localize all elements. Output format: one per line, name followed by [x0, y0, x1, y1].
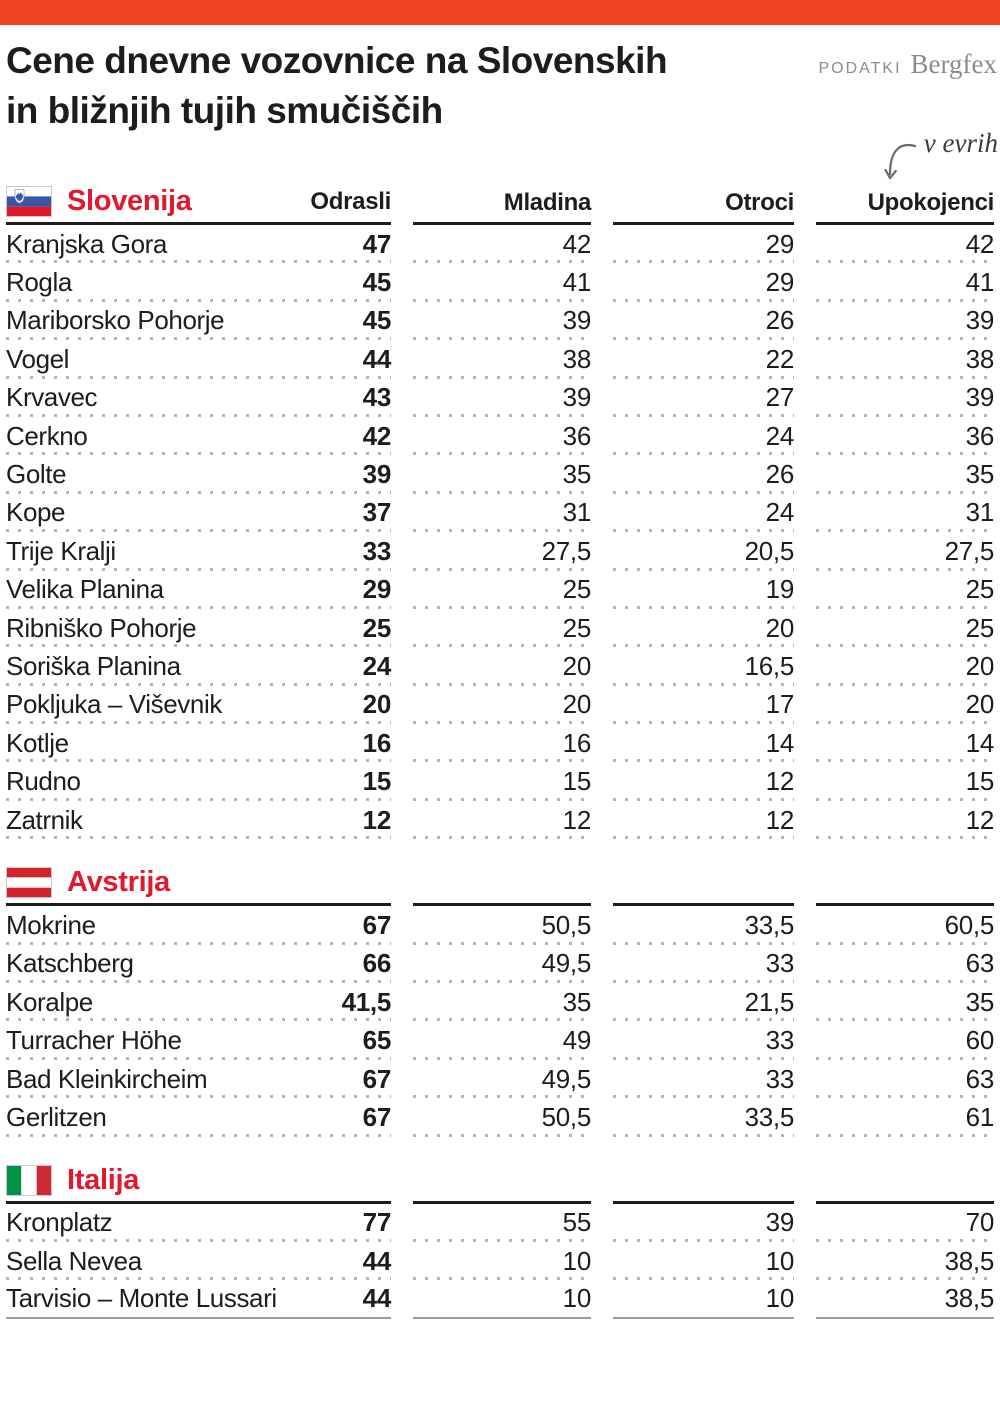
price-cell: [613, 686, 794, 724]
source-label: PODATKI: [818, 60, 902, 77]
price-mladina: 49,5: [541, 1063, 591, 1094]
resort-name: Turracher Höhe: [6, 1025, 182, 1056]
resort-cell: [6, 647, 391, 685]
resort-cell: [6, 263, 391, 301]
price-mladina: 36: [562, 420, 591, 451]
price-upokojenci: 14: [965, 727, 994, 758]
price-odrasli: 41,5: [341, 986, 391, 1017]
price-mladina: 42: [562, 228, 591, 259]
table-row: [6, 609, 994, 647]
price-otroci: 27: [765, 382, 794, 413]
price-cell: [613, 1098, 794, 1136]
resort-cell: [6, 302, 391, 340]
price-cell: [816, 686, 994, 724]
resort-name: Ribniško Pohorje: [6, 612, 197, 643]
price-mladina: 38: [562, 343, 591, 374]
resort-name: Mokrine: [6, 909, 96, 940]
price-cell: [413, 647, 591, 685]
price-mladina: 39: [562, 382, 591, 413]
price-cell: [613, 1242, 794, 1280]
column-header-cell: [413, 866, 591, 906]
price-cell: [613, 455, 794, 493]
price-cell: [816, 263, 994, 301]
price-cell: [816, 1242, 994, 1280]
price-upokojenci: 38,5: [944, 1283, 994, 1314]
column-header-cell: [816, 866, 994, 906]
resort-cell: [6, 762, 391, 800]
price-cell: [413, 340, 591, 378]
section-title-cell: [6, 1164, 391, 1204]
price-cell: [413, 1060, 591, 1098]
price-upokojenci: 61: [965, 1101, 994, 1132]
price-upokojenci: 38,5: [944, 1245, 994, 1276]
price-cell: [816, 724, 994, 762]
price-upokojenci: 27,5: [944, 535, 994, 566]
price-mladina: 25: [562, 574, 591, 605]
resort-cell: [6, 983, 391, 1021]
price-cell: [816, 455, 994, 493]
price-mladina: 49: [562, 1025, 591, 1056]
resort-name: Kope: [6, 497, 66, 528]
price-otroci: 12: [765, 804, 794, 835]
column-header-cell: [413, 185, 591, 225]
price-odrasli: 44: [362, 1283, 391, 1314]
price-cell: [816, 983, 994, 1021]
column-header-cell: [413, 1164, 591, 1204]
price-cell: [816, 532, 994, 570]
price-mladina: 12: [562, 804, 591, 835]
resort-cell: [6, 801, 391, 839]
price-otroci: 19: [765, 574, 794, 605]
price-cell: [613, 494, 794, 532]
price-upokojenci: 20: [965, 689, 994, 720]
price-cell: [413, 1280, 591, 1318]
resort-cell: [6, 455, 391, 493]
price-cell: [613, 225, 794, 263]
italy-flag-icon: [6, 1165, 52, 1196]
price-upokojenci: 63: [965, 948, 994, 979]
price-cell: [413, 532, 591, 570]
price-mladina: 50,5: [541, 1101, 591, 1132]
price-cell: [816, 609, 994, 647]
price-odrasli: 15: [362, 766, 391, 797]
data-source: [818, 49, 997, 80]
price-otroci: 33,5: [744, 1101, 794, 1132]
price-cell: [816, 302, 994, 340]
price-otroci: 10: [765, 1283, 794, 1314]
price-cell: [613, 417, 794, 455]
price-cell: [613, 647, 794, 685]
price-otroci: 33: [765, 948, 794, 979]
price-upokojenci: 36: [965, 420, 994, 451]
price-mladina: 16: [562, 727, 591, 758]
price-cell: [413, 983, 591, 1021]
price-mladina: 49,5: [541, 948, 591, 979]
unit-note-text: v evrih: [923, 128, 998, 158]
price-otroci: 14: [765, 727, 794, 758]
resort-name: Mariborsko Pohorje: [6, 305, 225, 336]
price-cell: [413, 945, 591, 983]
column-header-odrasli: Odrasli: [310, 187, 391, 215]
price-odrasli: 45: [362, 305, 391, 336]
table-row: [6, 906, 994, 944]
price-odrasli: 44: [362, 343, 391, 374]
price-cell: [413, 225, 591, 263]
price-otroci: 17: [765, 689, 794, 720]
price-cell: [613, 340, 794, 378]
resort-cell: [6, 686, 391, 724]
resort-name: Kronplatz: [6, 1207, 113, 1238]
price-cell: [816, 379, 994, 417]
price-cell: [613, 1021, 794, 1059]
price-cell: [413, 724, 591, 762]
price-otroci: 21,5: [744, 986, 794, 1017]
price-odrasli: 33: [362, 535, 391, 566]
price-cell: [816, 906, 994, 944]
table-row: [6, 801, 994, 839]
resort-name: Cerkno: [6, 420, 88, 451]
resort-cell: [6, 532, 391, 570]
table-row: [6, 417, 994, 455]
price-cell: [413, 686, 591, 724]
price-otroci: 20,5: [744, 535, 794, 566]
austria-flag-icon: [6, 867, 52, 898]
price-cell: [613, 302, 794, 340]
price-upokojenci: 25: [965, 612, 994, 643]
price-odrasli: 37: [362, 497, 391, 528]
price-mladina: 50,5: [541, 909, 591, 940]
price-upokojenci: 60,5: [944, 909, 994, 940]
top-accent-bar: [0, 0, 1000, 25]
section-title-cell: [6, 185, 391, 225]
resort-name: Soriška Planina: [6, 650, 181, 681]
price-odrasli: 77: [362, 1207, 391, 1238]
price-cell: [613, 1204, 794, 1242]
title-line-2: in bližnjih tujih smučiščih: [6, 90, 443, 131]
price-mladina: 25: [562, 612, 591, 643]
table-row: [6, 1280, 994, 1318]
price-upokojenci: 42: [965, 228, 994, 259]
price-cell: [816, 1280, 994, 1318]
column-header-otroci: Otroci: [725, 189, 794, 216]
price-cell: [816, 571, 994, 609]
price-cell: [413, 1098, 591, 1136]
price-upokojenci: 38: [965, 343, 994, 374]
price-odrasli: 24: [362, 650, 391, 681]
column-header-upokojenci: Upokojenci: [867, 189, 994, 216]
price-odrasli: 29: [362, 574, 391, 605]
infographic-header: [0, 25, 1000, 185]
resort-cell: [6, 906, 391, 944]
resort-name: Golte: [6, 459, 67, 490]
price-cell: [816, 647, 994, 685]
price-cell: [613, 532, 794, 570]
price-upokojenci: 39: [965, 382, 994, 413]
price-otroci: 33: [765, 1025, 794, 1056]
country-name: Avstrija: [67, 866, 170, 899]
price-cell: [613, 609, 794, 647]
table-row: [6, 647, 994, 685]
table-row: [6, 762, 994, 800]
price-otroci: 16,5: [744, 650, 794, 681]
table-row: [6, 571, 994, 609]
price-upokojenci: 35: [965, 459, 994, 490]
unit-note: [883, 128, 998, 188]
price-odrasli: 47: [362, 228, 391, 259]
resort-name: Krvavec: [6, 382, 98, 413]
resort-name: Bad Kleinkircheim: [6, 1063, 208, 1094]
price-otroci: 39: [765, 1207, 794, 1238]
section-header-row: [6, 866, 994, 906]
resort-cell: [6, 1204, 391, 1242]
price-cell: [613, 762, 794, 800]
resort-cell: [6, 494, 391, 532]
table-row: [6, 1060, 994, 1098]
country-section-avstrija: [6, 866, 994, 1136]
resort-name: Koralpe: [6, 986, 93, 1017]
resort-cell: [6, 379, 391, 417]
price-cell: [413, 609, 591, 647]
resort-name: Kranjska Gora: [6, 228, 167, 259]
price-cell: [613, 983, 794, 1021]
price-odrasli: 42: [362, 420, 391, 451]
price-odrasli: 44: [362, 1245, 391, 1276]
price-upokojenci: 63: [965, 1063, 994, 1094]
table-row: [6, 1098, 994, 1136]
resort-cell: [6, 1242, 391, 1280]
price-cell: [816, 945, 994, 983]
price-otroci: 20: [765, 612, 794, 643]
price-otroci: 29: [765, 267, 794, 298]
resort-cell: [6, 724, 391, 762]
table-row: [6, 1021, 994, 1059]
resort-name: Kotlje: [6, 727, 69, 758]
country-section-slovenija: [6, 185, 994, 839]
price-cell: [816, 1060, 994, 1098]
price-mladina: 15: [562, 766, 591, 797]
price-odrasli: 43: [362, 382, 391, 413]
resort-cell: [6, 1060, 391, 1098]
price-cell: [413, 1204, 591, 1242]
price-otroci: 10: [765, 1245, 794, 1276]
resort-name: Sella Nevea: [6, 1245, 142, 1276]
price-upokojenci: 12: [965, 804, 994, 835]
price-upokojenci: 60: [965, 1025, 994, 1056]
table-row: [6, 455, 994, 493]
price-mladina: 31: [562, 497, 591, 528]
price-cell: [413, 417, 591, 455]
price-odrasli: 66: [362, 948, 391, 979]
price-cell: [816, 340, 994, 378]
price-mladina: 20: [562, 650, 591, 681]
price-otroci: 29: [765, 228, 794, 259]
price-odrasli: 67: [362, 1063, 391, 1094]
country-name: Slovenija: [67, 185, 192, 217]
resort-cell: [6, 417, 391, 455]
price-odrasli: 25: [362, 612, 391, 643]
price-cell: [816, 762, 994, 800]
table-row: [6, 340, 994, 378]
price-cell: [613, 263, 794, 301]
price-odrasli: 16: [362, 727, 391, 758]
price-mladina: 39: [562, 305, 591, 336]
country-name: Italija: [67, 1163, 140, 1196]
column-header-cell: [613, 1164, 794, 1204]
price-upokojenci: 35: [965, 986, 994, 1017]
price-odrasli: 65: [362, 1025, 391, 1056]
price-cell: [816, 225, 994, 263]
section-title-cell: [6, 866, 391, 906]
resort-name: Trije Kralji: [6, 535, 116, 566]
price-upokojenci: 15: [965, 766, 994, 797]
price-cell: [613, 945, 794, 983]
price-otroci: 33,5: [744, 909, 794, 940]
price-cell: [816, 1021, 994, 1059]
country-section-italija: [6, 1164, 994, 1319]
price-upokojenci: 41: [965, 267, 994, 298]
table-row: [6, 225, 994, 263]
price-cell: [413, 379, 591, 417]
price-cell: [816, 801, 994, 839]
price-otroci: 26: [765, 305, 794, 336]
price-cell: [413, 906, 591, 944]
table-row: [6, 263, 994, 301]
source-name: Bergfex: [910, 49, 997, 79]
price-otroci: 24: [765, 420, 794, 451]
price-cell: [613, 724, 794, 762]
resort-name: Vogel: [6, 343, 70, 374]
resort-name: Rogla: [6, 267, 72, 298]
price-mladina: 35: [562, 459, 591, 490]
price-otroci: 12: [765, 766, 794, 797]
column-header-cell: [613, 185, 794, 225]
price-odrasli: 67: [362, 1101, 391, 1132]
price-table: [6, 185, 994, 1319]
column-header-cell: [613, 866, 794, 906]
price-cell: [613, 1060, 794, 1098]
resort-name: Velika Planina: [6, 574, 164, 605]
table-row: [6, 1204, 994, 1242]
table-row: [6, 302, 994, 340]
price-mladina: 27,5: [541, 535, 591, 566]
price-otroci: 33: [765, 1063, 794, 1094]
price-mladina: 20: [562, 689, 591, 720]
resort-cell: [6, 945, 391, 983]
table-row: [6, 983, 994, 1021]
price-cell: [413, 762, 591, 800]
resort-name: Rudno: [6, 766, 81, 797]
price-cell: [413, 1242, 591, 1280]
table-row: [6, 945, 994, 983]
table-row: [6, 494, 994, 532]
price-cell: [613, 906, 794, 944]
price-cell: [613, 801, 794, 839]
price-cell: [413, 455, 591, 493]
price-cell: [816, 1098, 994, 1136]
price-odrasli: 45: [362, 267, 391, 298]
price-otroci: 22: [765, 343, 794, 374]
price-odrasli: 20: [362, 689, 391, 720]
price-cell: [816, 417, 994, 455]
price-mladina: 41: [562, 267, 591, 298]
resort-name: Katschberg: [6, 948, 134, 979]
column-header-mladina: Mladina: [503, 189, 591, 216]
price-mladina: 35: [562, 986, 591, 1017]
price-upokojenci: 25: [965, 574, 994, 605]
price-cell: [413, 263, 591, 301]
table-row: [6, 686, 994, 724]
price-cell: [613, 1280, 794, 1318]
resort-cell: [6, 1021, 391, 1059]
price-upokojenci: 20: [965, 650, 994, 681]
price-cell: [413, 494, 591, 532]
price-otroci: 26: [765, 459, 794, 490]
price-upokojenci: 31: [965, 497, 994, 528]
price-cell: [413, 1021, 591, 1059]
resort-name: Zatrnik: [6, 804, 83, 835]
price-cell: [413, 801, 591, 839]
resort-cell: [6, 571, 391, 609]
resort-cell: [6, 340, 391, 378]
page-title: [6, 36, 667, 136]
column-header-cell: [816, 185, 994, 225]
resort-name: Tarvisio – Monte Lussari: [6, 1283, 277, 1314]
table-row: [6, 532, 994, 570]
slovenia-flag-icon: [6, 186, 52, 217]
section-header-row: [6, 185, 994, 225]
resort-name: Gerlitzen: [6, 1101, 107, 1132]
resort-name: Pokljuka – Viševnik: [6, 689, 222, 720]
table-row: [6, 724, 994, 762]
price-mladina: 55: [562, 1207, 591, 1238]
price-upokojenci: 39: [965, 305, 994, 336]
resort-cell: [6, 1280, 391, 1318]
table-row: [6, 1242, 994, 1280]
column-header-cell: [816, 1164, 994, 1204]
price-mladina: 10: [562, 1283, 591, 1314]
section-header-row: [6, 1164, 994, 1204]
price-cell: [413, 302, 591, 340]
price-otroci: 24: [765, 497, 794, 528]
price-odrasli: 12: [362, 804, 391, 835]
resort-cell: [6, 1098, 391, 1136]
price-cell: [613, 379, 794, 417]
title-line-1: Cene dnevne vozovnice na Slovenskih: [6, 40, 668, 81]
price-mladina: 10: [562, 1245, 591, 1276]
price-cell: [816, 1204, 994, 1242]
price-odrasli: 39: [362, 459, 391, 490]
price-odrasli: 67: [362, 909, 391, 940]
table-row: [6, 379, 994, 417]
resort-cell: [6, 609, 391, 647]
price-cell: [413, 571, 591, 609]
price-cell: [613, 571, 794, 609]
price-upokojenci: 70: [965, 1207, 994, 1238]
curved-arrow-icon: [883, 137, 917, 188]
price-cell: [816, 494, 994, 532]
resort-cell: [6, 225, 391, 263]
